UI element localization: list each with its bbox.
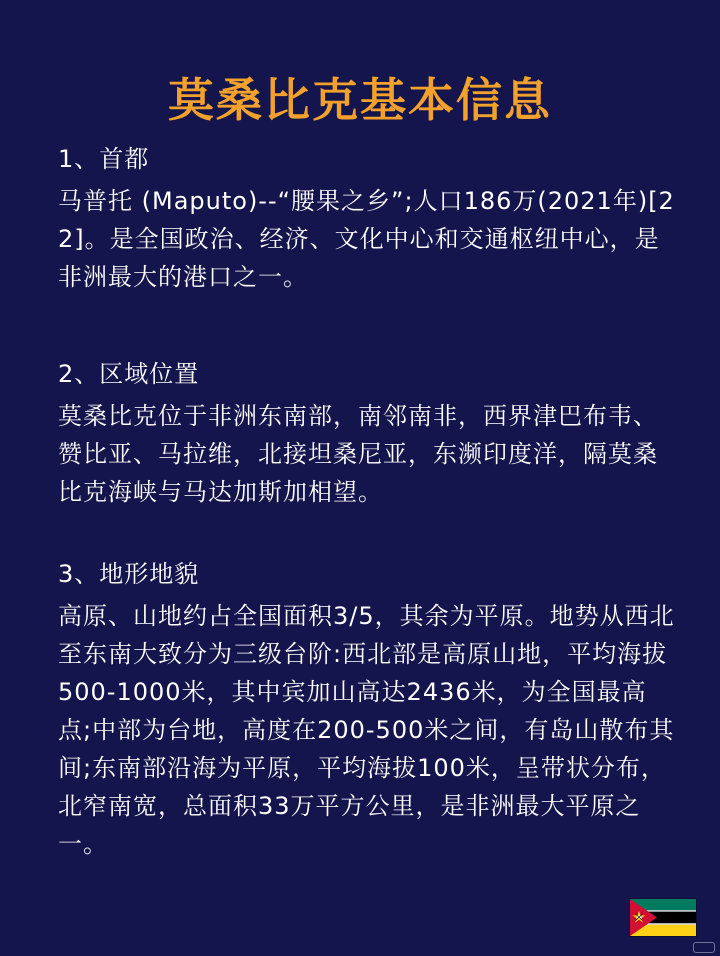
section-body-terrain: 高原、山地约占全国面积3/5，其余为平原。地势从西北至东南大致分为三级台阶:西北部是高原山地，平均海拔500-1000米，其中宾加山高达2436米，为全国最高点;中部为台地，高度在200-500米之间，有岛山散布其间;东南部沿海为平原，平均海拔100米，呈带状分布，北窄南宽，总面积33万平方公里，是非洲最大平原之一。 <box>58 602 675 858</box>
section-body-capital: 马普托 (Maputo)--“腰果之乡”;人口186万(2021年)[22]。是全国政治、经济、文化中心和交通枢纽中心，是非洲最大的港口之一。 <box>58 187 675 291</box>
section-terrain <box>58 555 678 863</box>
section-heading-terrain: 3、地形地貌 <box>58 560 200 588</box>
section-heading-location: 2、区域位置 <box>58 360 200 388</box>
section-location <box>58 355 678 511</box>
mozambique-flag-icon <box>630 899 696 936</box>
section-heading-capital: 1、首都 <box>58 145 150 173</box>
section-body-location: 莫桑比克位于非洲东南部，南邻南非，西界津巴布韦、赞比亚、马拉维，北接坦桑尼亚，东濒印度洋，隔莫桑比克海峡与马达加斯加相望。 <box>58 402 658 506</box>
page-title: 莫桑比克基本信息 <box>168 73 552 127</box>
section-capital <box>58 140 678 296</box>
watermark-badge <box>693 942 715 953</box>
